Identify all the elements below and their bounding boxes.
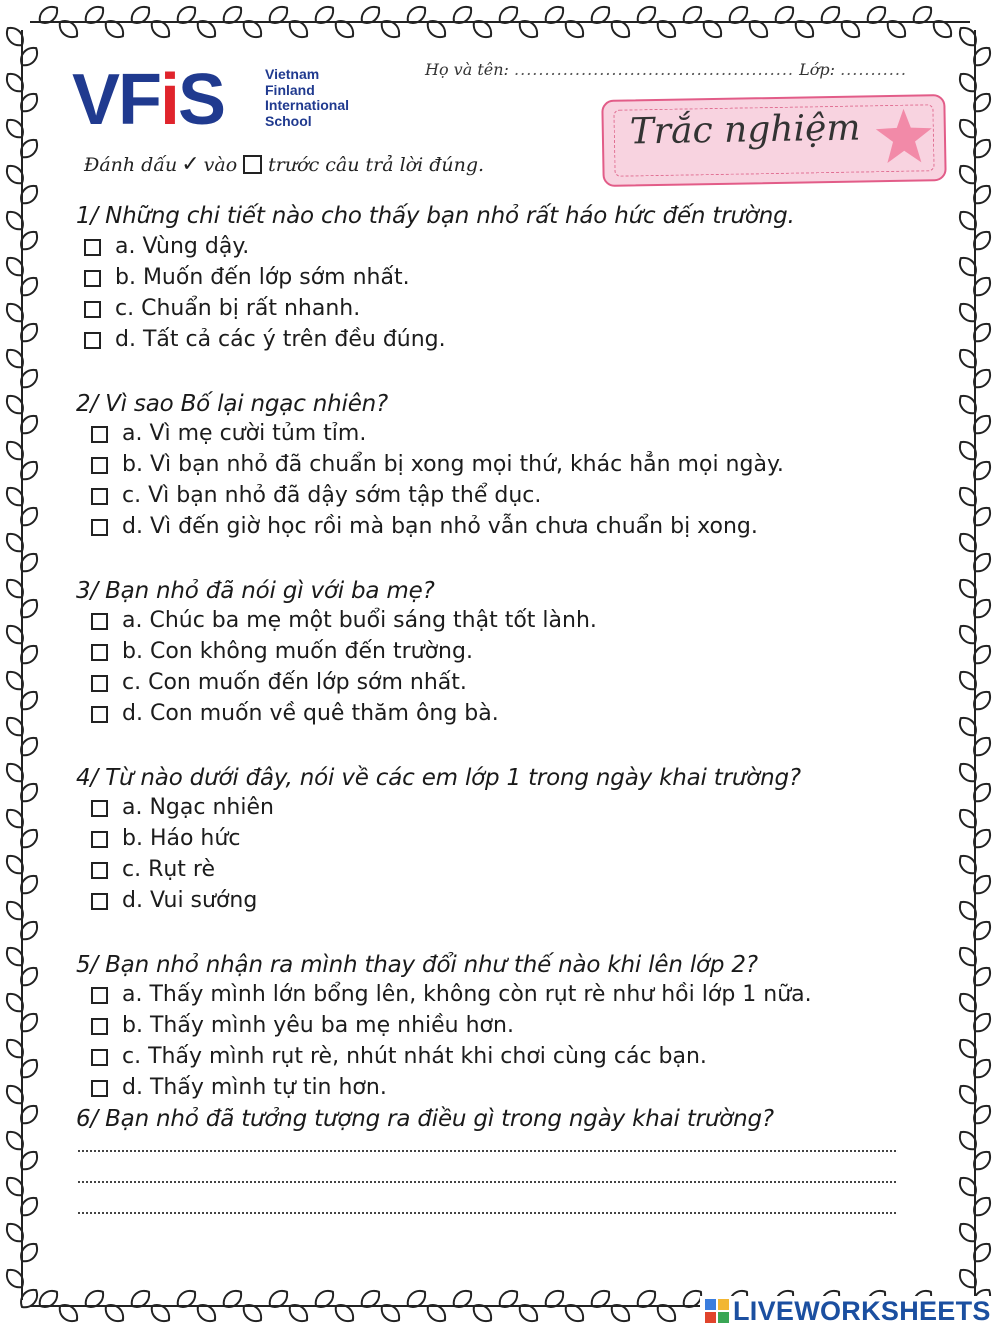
option-label: b. Thấy mình yêu ba mẹ nhiều hơn. [122,1013,514,1038]
option-label: c. Chuẩn bị rất nhanh. [115,296,361,321]
class-field[interactable]: ........... [840,60,908,79]
question-1: 1/ Những chi tiết nào cho thấy bạn nhỏ rất háo hức đến trường. [76,203,795,229]
answer-checkbox[interactable] [91,1049,108,1066]
option-2c[interactable] [91,485,541,507]
answer-checkbox[interactable] [91,800,108,817]
option-label: c. Thấy mình rụt rè, nhút nhát khi chơi cùng các bạn. [122,1044,707,1069]
question-3: 3/ Bạn nhỏ đã nói gì với ba mẹ? [76,578,435,604]
answer-line-3[interactable] [78,1212,896,1214]
answer-checkbox[interactable] [91,987,108,1004]
option-label: a. Ngạc nhiên [122,795,274,820]
vfis-logo-mark: VFiS [72,60,225,140]
option-label: b. Háo hức [122,826,241,851]
question-4: 4/ Từ nào dưới đây, nói về các em lớp 1 trong ngày khai trường? [76,765,801,791]
vfis-logo [72,60,382,140]
option-label: a. Thấy mình lớn bổng lên, không còn rụt rè như hồi lớp 1 nữa. [122,982,812,1007]
option-label: d. Con muốn về quê thăm ông bà. [122,701,499,726]
answer-checkbox[interactable] [84,270,101,287]
option-5b[interactable] [91,1015,514,1037]
answer-checkbox[interactable] [84,332,101,349]
checkbox-icon [243,155,262,174]
option-2d[interactable] [91,516,758,538]
instruction [84,152,484,177]
answer-checkbox[interactable] [91,488,108,505]
check-icon: ✓ [181,152,200,177]
option-label: c. Con muốn đến lớp sớm nhất. [122,670,467,695]
cube-icon [704,1298,730,1324]
option-4a[interactable] [91,797,274,819]
option-3a[interactable] [91,610,597,632]
answer-line-2[interactable] [78,1181,896,1183]
option-2b[interactable] [91,454,784,476]
option-4d[interactable] [91,890,257,912]
page-title: Trắc nghiệm [629,107,861,153]
liveworksheets-logo [700,1296,995,1326]
option-3d[interactable] [91,703,499,725]
option-label: d. Thấy mình tự tin hơn. [122,1075,387,1100]
answer-checkbox[interactable] [91,706,108,723]
answer-checkbox[interactable] [91,644,108,661]
option-5a[interactable] [91,984,812,1006]
option-3c[interactable] [91,672,467,694]
option-1a[interactable] [84,236,249,258]
class-label: Lớp: [799,60,835,79]
option-label: b. Vì bạn nhỏ đã chuẩn bị xong mọi thứ, khác hẳn mọi ngày. [122,452,784,477]
answer-checkbox[interactable] [91,426,108,443]
option-label: d. Vui sướng [122,888,258,913]
name-field[interactable]: .............................................. [514,60,794,79]
answer-checkbox[interactable] [91,893,108,910]
option-label: b. Muốn đến lớp sớm nhất. [115,265,410,290]
question-6: 6/ Bạn nhỏ đã tưởng tượng ra điều gì trong ngày khai trường? [76,1106,774,1132]
option-label: d. Vì đến giờ học rồi mà bạn nhỏ vẫn chưa chuẩn bị xong. [122,514,758,539]
answer-checkbox[interactable] [91,613,108,630]
answer-line-1[interactable] [78,1150,896,1152]
answer-checkbox[interactable] [84,239,101,256]
option-3b[interactable] [91,641,473,663]
answer-checkbox[interactable] [91,831,108,848]
name-label: Họ và tên: [425,60,509,79]
question-2: 2/ Vì sao Bố lại ngạc nhiên? [76,391,389,417]
option-1d[interactable] [84,329,446,351]
name-class-line [425,60,945,79]
question-5: 5/ Bạn nhỏ nhận ra mình thay đổi như thế nào khi lên lớp 2? [76,952,758,978]
answer-checkbox[interactable] [91,862,108,879]
answer-checkbox[interactable] [91,519,108,536]
answer-checkbox[interactable] [91,1080,108,1097]
instruction-text-2: vào [203,153,238,176]
instruction-text-3: trước câu trả lời đúng. [268,153,485,176]
option-4b[interactable] [91,828,240,850]
star-icon [873,106,934,165]
title-banner [601,94,946,187]
option-label: a. Chúc ba mẹ một buổi sáng thật tốt lành. [122,608,597,633]
instruction-text-1: Đánh dấu [84,153,178,176]
option-5c[interactable] [91,1046,707,1068]
answer-checkbox[interactable] [84,301,101,318]
answer-checkbox[interactable] [91,457,108,474]
liveworksheets-brand: LIVEWORKSHEETS [733,1295,991,1326]
option-4c[interactable] [91,859,215,881]
option-label: c. Rụt rè [122,857,216,882]
option-label: a. Vùng dậy. [115,234,250,259]
option-label: c. Vì bạn nhỏ đã dậy sớm tập thể dục. [122,483,542,508]
vfis-logo-text: Vietnam Finland International School [265,66,350,129]
option-5d[interactable] [91,1077,387,1099]
option-1c[interactable] [84,298,360,320]
option-2a[interactable] [91,423,366,445]
option-1b[interactable] [84,267,410,289]
option-label: a. Vì mẹ cười tủm tỉm. [122,421,367,446]
option-label: d. Tất cả các ý trên đều đúng. [115,327,446,352]
answer-checkbox[interactable] [91,1018,108,1035]
answer-checkbox[interactable] [91,675,108,692]
option-label: b. Con không muốn đến trường. [122,639,473,664]
